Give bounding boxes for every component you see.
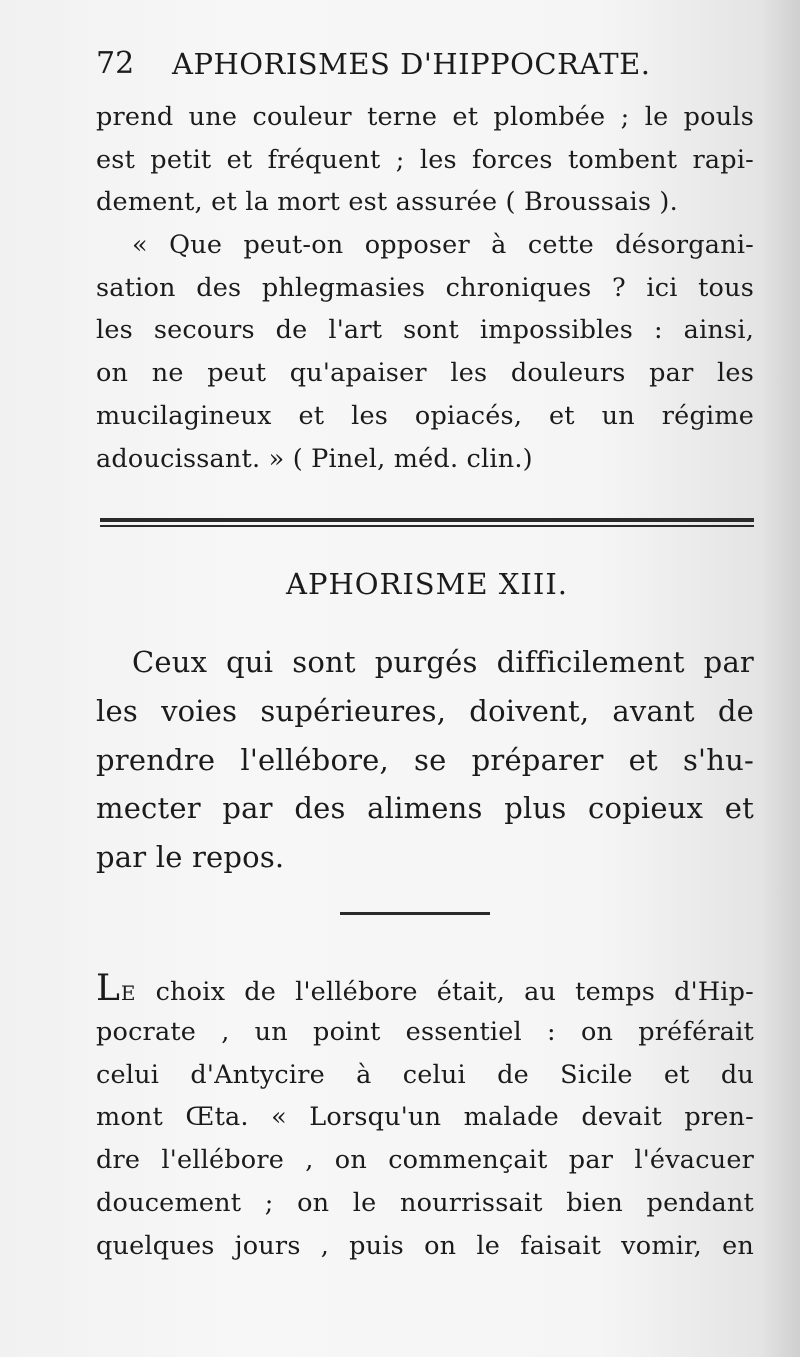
- text-line: prendre l'ellébore, se préparer et s'hu-: [96, 742, 754, 777]
- double-rule-divider: [100, 518, 754, 529]
- aphorism-heading: APHORISME XIII.: [286, 567, 568, 601]
- text-line: quelques jours , puis on le faisait vomir, en: [96, 1230, 754, 1261]
- text-line: par le repos.: [96, 840, 285, 875]
- page-header: [96, 40, 726, 86]
- text-line: prend une couleur terne et plombée ; le pouls: [96, 102, 754, 132]
- text-line: sation des phlegmasies chroniques ? ici tous: [96, 272, 754, 303]
- text-line: dre l'ellébore , on commençait par l'évacuer: [96, 1145, 754, 1176]
- first-line-rest: choix de l'ellébore était, au temps d'Hip-: [136, 977, 754, 1007]
- drop-cap: L: [96, 968, 121, 1009]
- text-line: adoucissant. » ( Pinel, méd. clin.): [96, 443, 533, 474]
- text-line-first: [96, 968, 754, 1011]
- text-line: pocrate , un point essentiel : on préférait: [96, 1016, 754, 1047]
- commentary-top: [96, 96, 754, 480]
- text-line: mecter par des alimens plus copieux et: [96, 791, 754, 826]
- text-line: dement, et la mort est assurée ( Broussais ).: [96, 187, 678, 218]
- running-title: APHORISMES D'HIPPOCRATE.: [172, 47, 651, 81]
- thick-rule: [100, 518, 754, 522]
- text-line: Ceux qui sont purgés difficilement par: [132, 645, 754, 679]
- text-line: doucement ; on le nourrissait bien pendant: [96, 1187, 754, 1218]
- text-line: les secours de l'art sont impossibles : ainsi,: [96, 315, 754, 346]
- text-line: mucilagineux et les opiacés, et un régime: [96, 400, 754, 431]
- text-line: celui d'Antycire à celui de Sicile et du: [96, 1059, 754, 1090]
- aphorism-text: [96, 638, 754, 882]
- page-number: 72: [96, 46, 135, 81]
- text-line: mont Œta. « Lorsqu'un malade devait pren-: [96, 1102, 754, 1133]
- text-line: on ne peut qu'apaiser les douleurs par les: [96, 358, 754, 389]
- text-line: est petit et fréquent ; les forces tombent rapi-: [96, 144, 754, 175]
- commentary-bottom: [96, 968, 754, 1268]
- thin-rule: [100, 525, 754, 527]
- text-line: les voies supérieures, doivent, avant de: [96, 693, 754, 728]
- short-rule-divider: [340, 912, 490, 915]
- small-caps: E: [120, 981, 137, 1005]
- text-line: « Que peut-on opposer à cette désorgani-: [132, 230, 754, 261]
